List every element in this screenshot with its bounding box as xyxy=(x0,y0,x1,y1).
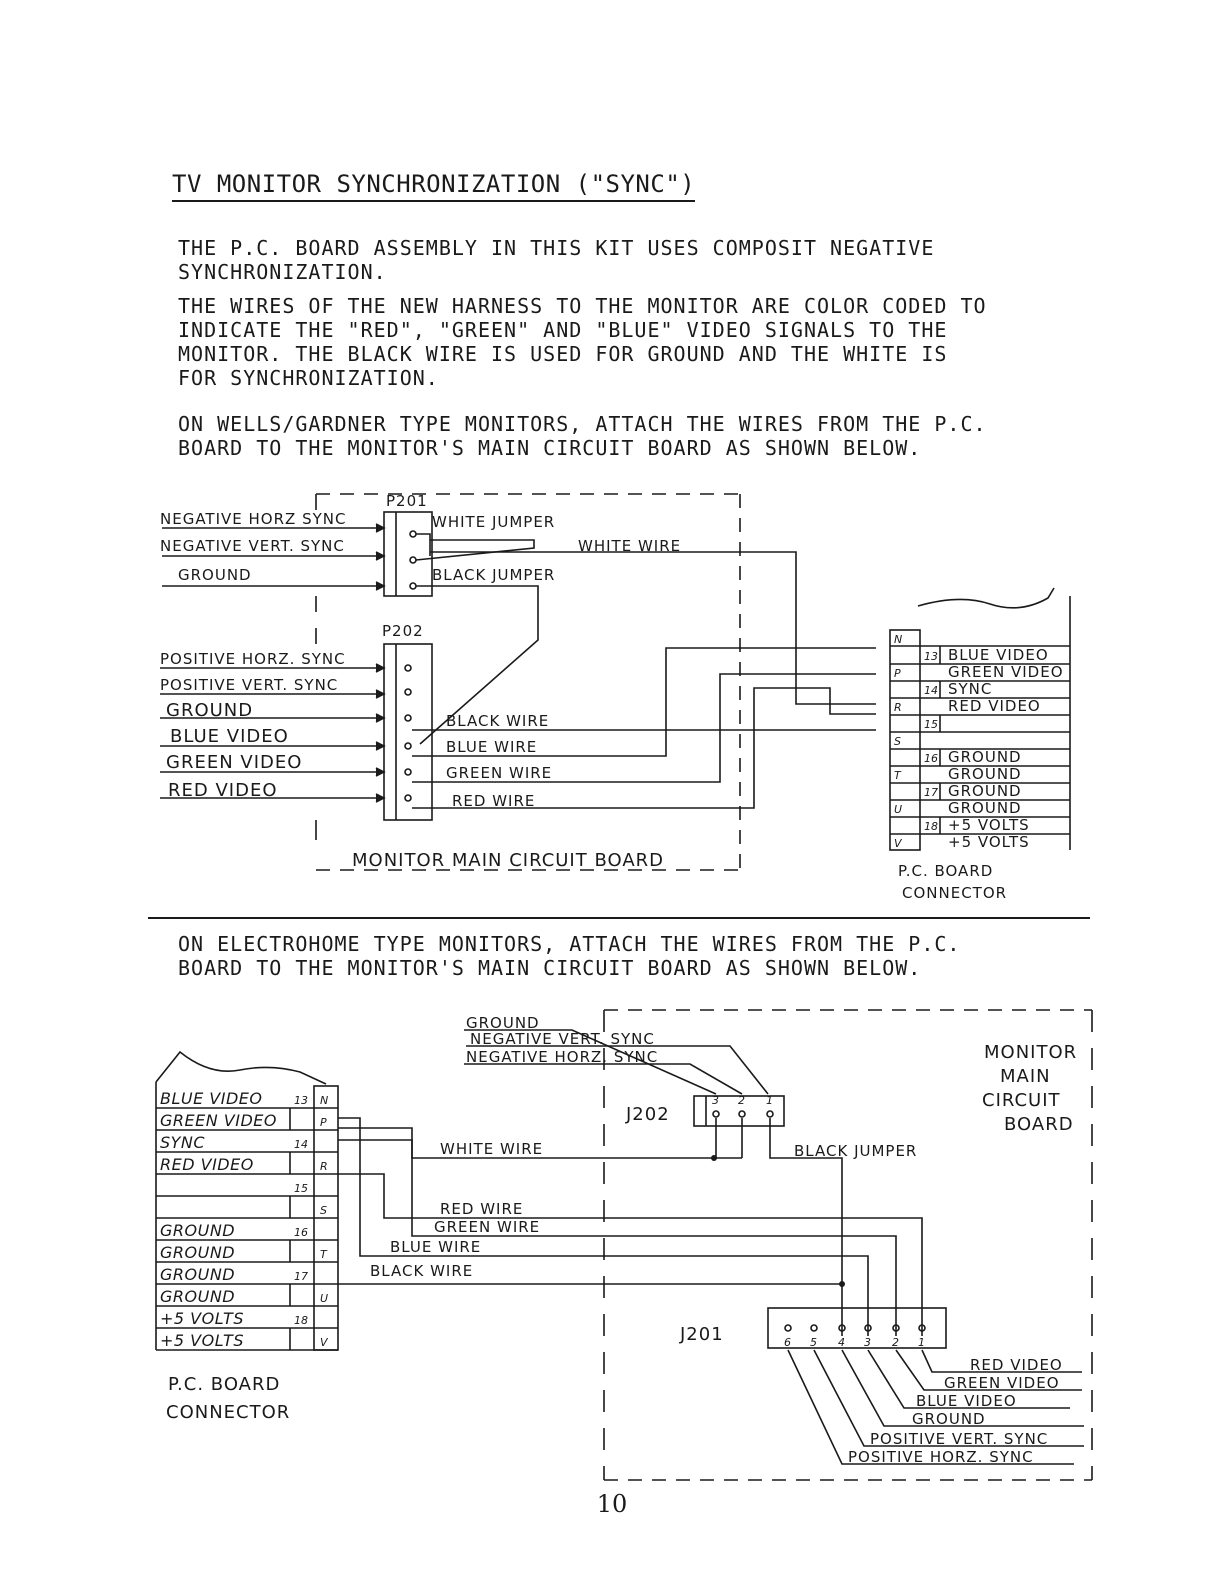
j201-input-pos-vert-sync: POSITIVE VERT. SYNC xyxy=(870,1430,1049,1448)
connector-2-letter-7: T xyxy=(320,1248,327,1261)
connector-1-letter-12: V xyxy=(894,837,902,850)
connector-1-label-11: +5 VOLTS xyxy=(948,816,1030,834)
connector-2-letter-0: N xyxy=(320,1094,329,1107)
j201-pin-4-label: 4 xyxy=(838,1336,845,1349)
j201-pin-5-label: 5 xyxy=(810,1336,817,1349)
green-wire-label: GREEN WIRE xyxy=(446,764,553,782)
red-wire-label: RED WIRE xyxy=(452,792,536,810)
black-jumper-label-2: BLACK JUMPER xyxy=(794,1142,918,1160)
connector-1-letter-0: N xyxy=(894,633,903,646)
white-jumper-label: WHITE JUMPER xyxy=(432,513,556,531)
connector-2-label-line1: P.C. BOARD xyxy=(168,1374,281,1395)
connector-2-num-4: 15 xyxy=(294,1182,308,1195)
j201-pin-1-label: 1 xyxy=(918,1336,925,1349)
j202-input-neg-horz xyxy=(464,1064,742,1094)
j201-pins xyxy=(785,1325,925,1331)
connector-2-letter-9: U xyxy=(320,1292,329,1305)
connector-1-label-1: BLUE VIDEO xyxy=(948,646,1049,664)
input-positive-vert-sync: POSITIVE VERT. SYNC xyxy=(160,676,339,694)
page-number: 10 xyxy=(596,1490,628,1518)
connector-2-label-2: SYNC xyxy=(160,1133,206,1152)
connector-1-letter-10: U xyxy=(894,803,903,816)
p201-label: P201 xyxy=(386,492,428,510)
paragraph-electrohome: ON ELECTROHOME TYPE MONITORS, ATTACH THE WIRES FROM THE P.C. BOARD TO THE MONITOR'S MAIN CIRCUIT BOARD AS SHOWN BELOW. xyxy=(178,932,961,980)
connector-1-label-4: RED VIDEO xyxy=(948,697,1041,715)
svg-text:CIRCUIT: CIRCUIT xyxy=(982,1090,1061,1111)
connector-2-label-line2: CONNECTOR xyxy=(166,1402,291,1423)
connector-2-label-9: GROUND xyxy=(160,1287,236,1306)
connector-2-letter-5: S xyxy=(320,1204,327,1217)
j201-input-pos-horz-sync: POSITIVE HORZ. SYNC xyxy=(848,1448,1034,1466)
j201-pin-6-label: 6 xyxy=(784,1336,791,1349)
connector2-torn-edge xyxy=(156,1052,326,1084)
p202-label: P202 xyxy=(382,622,424,640)
paragraph-sync-type: THE P.C. BOARD ASSEMBLY IN THIS KIT USES COMPOSIT NEGATIVE SYNCHRONIZATION. xyxy=(178,236,935,284)
j202-pins xyxy=(713,1111,773,1117)
connector-1-letter-6: S xyxy=(894,735,901,748)
j202-label: J202 xyxy=(626,1104,670,1125)
connector-2-num-8: 17 xyxy=(294,1270,308,1283)
j201-input-green-video: GREEN VIDEO xyxy=(944,1374,1060,1392)
j202-pin-2-label: 2 xyxy=(738,1094,745,1107)
connector-1-label-8: GROUND xyxy=(948,765,1022,783)
connector-1-num-7: 16 xyxy=(924,752,938,765)
connector-1-label-10: GROUND xyxy=(948,799,1022,817)
connector-2-num-2: 14 xyxy=(294,1138,308,1151)
connector-1-num-3: 14 xyxy=(924,684,938,697)
connector-1-label-9: GROUND xyxy=(948,782,1022,800)
monitor-board-label: MONITOR MAIN CIRCUIT BOARD xyxy=(352,850,665,871)
connector-1-num-5: 15 xyxy=(924,718,938,731)
svg-text:BOARD: BOARD xyxy=(1004,1114,1074,1135)
blue-wire-2 xyxy=(338,1118,868,1336)
input-blue-video: BLUE VIDEO xyxy=(170,726,289,747)
blue-wire-2-label: BLUE WIRE xyxy=(390,1238,482,1256)
connector-1-letter-2: P xyxy=(894,667,901,680)
connector-1-label-12: +5 VOLTS xyxy=(948,833,1030,851)
connector-2-label-3: RED VIDEO xyxy=(160,1155,254,1174)
connector-2-letter-1: P xyxy=(320,1116,327,1129)
connector-2-letter-3: R xyxy=(320,1160,328,1173)
input-negative-horz-sync: NEGATIVE HORZ SYNC xyxy=(160,510,347,528)
j201-input-ground: GROUND xyxy=(912,1410,986,1428)
j201-input-blue-video: BLUE VIDEO xyxy=(916,1392,1017,1410)
j201-pin-2-label: 2 xyxy=(892,1336,899,1349)
connector-2-label-11: +5 VOLTS xyxy=(160,1331,244,1350)
connector-1-label-line2: CONNECTOR xyxy=(902,884,1008,902)
connector-2-label-0: BLUE VIDEO xyxy=(160,1089,263,1108)
j201-input-red-video: RED VIDEO xyxy=(970,1356,1063,1374)
white-wire-2-label: WHITE WIRE xyxy=(440,1140,544,1158)
input-ground-1: GROUND xyxy=(178,566,252,584)
connector-2-num-0: 13 xyxy=(294,1094,308,1107)
connector-2-num-6: 16 xyxy=(294,1226,308,1239)
j201-label: J201 xyxy=(680,1324,724,1345)
input-green-video: GREEN VIDEO xyxy=(166,752,303,773)
paragraph-wells-gardner: ON WELLS/GARDNER TYPE MONITORS, ATTACH THE WIRES FROM THE P.C. BOARD TO THE MONITOR'S MAIN CIRCUIT BOARD AS SHOWN BELOW. xyxy=(178,412,987,460)
input-negative-vert-sync: NEGATIVE VERT. SYNC xyxy=(160,537,345,555)
j202-white-bridge xyxy=(716,1118,742,1158)
input-positive-horz-sync: POSITIVE HORZ. SYNC xyxy=(160,650,346,668)
paragraph-wire-colors: THE WIRES OF THE NEW HARNESS TO THE MONITOR ARE COLOR CODED TO INDICATE THE "RED", "GREEN" AND "BLUE" VIDEO SIGNALS TO THE MONITOR. THE BLACK WIRE IS USED FOR GROUND AND THE WHITE IS FOR SYNCHRONIZATION. xyxy=(178,294,987,390)
j202-input-ground-label: GROUND xyxy=(466,1014,540,1032)
connector-1-label-2: GREEN VIDEO xyxy=(948,663,1064,681)
board2-label xyxy=(982,1042,1077,1135)
connector-2-num-10: 18 xyxy=(294,1314,308,1327)
connector-2-label-10: +5 VOLTS xyxy=(160,1309,244,1328)
j202-input-neg-vert-label: NEGATIVE VERT. SYNC xyxy=(470,1030,655,1048)
connector-1-label-7: GROUND xyxy=(948,748,1022,766)
svg-text:MONITOR: MONITOR xyxy=(984,1042,1078,1063)
input-ground-2: GROUND xyxy=(166,700,254,721)
page-heading: TV MONITOR SYNCHRONIZATION ("SYNC") xyxy=(172,170,695,202)
connector-1-letter-4: R xyxy=(894,701,902,714)
connector-2-label-6: GROUND xyxy=(160,1221,236,1240)
svg-text:MAIN: MAIN xyxy=(1000,1066,1051,1087)
connector-1-letter-8: T xyxy=(894,769,901,782)
green-wire-2-label: GREEN WIRE xyxy=(434,1218,541,1236)
connector-2-letter-11: V xyxy=(320,1336,328,1349)
red-wire-2-label: RED WIRE xyxy=(440,1200,524,1218)
j201-pin-3-label: 3 xyxy=(864,1336,871,1349)
connector-2-label-7: GROUND xyxy=(160,1243,236,1262)
j202-pin-1-label: 1 xyxy=(766,1094,773,1107)
input-red-video: RED VIDEO xyxy=(168,780,278,801)
connector-1-num-11: 18 xyxy=(924,820,938,833)
white-wire-label: WHITE WIRE xyxy=(578,537,682,555)
connector-1-num-1: 13 xyxy=(924,650,938,663)
connector-2-label-8: GROUND xyxy=(160,1265,236,1284)
connector-2-label-1: GREEN VIDEO xyxy=(160,1111,277,1130)
black-jumper-label: BLACK JUMPER xyxy=(432,566,556,584)
j202-pin-3-label: 3 xyxy=(712,1094,719,1107)
connector-1-label-line1: P.C. BOARD xyxy=(898,862,994,880)
black-wire-label: BLACK WIRE xyxy=(446,712,550,730)
connector-1-num-9: 17 xyxy=(924,786,938,799)
j202-input-neg-horz-label: NEGATIVE HORZ. SYNC xyxy=(466,1048,659,1066)
connector-1-label-3: SYNC xyxy=(948,680,993,698)
black-wire-2-label: BLACK WIRE xyxy=(370,1262,474,1280)
blue-wire-label: BLUE WIRE xyxy=(446,738,538,756)
